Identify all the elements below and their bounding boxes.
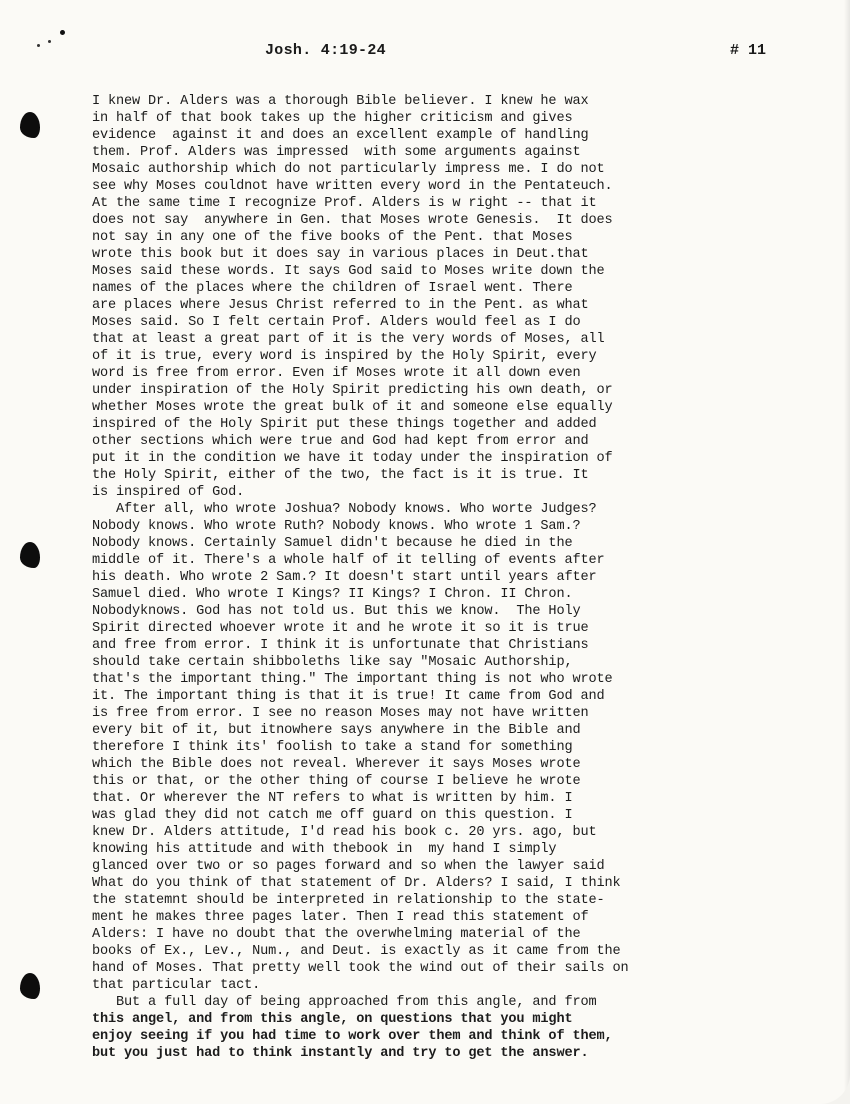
text-line: that. Or wherever the NT refers to what is written by him. I bbox=[92, 791, 573, 806]
text-line: but you just had to think instantly and try to get the answer. bbox=[92, 1046, 589, 1061]
text-line: that particular tact. bbox=[92, 978, 261, 993]
text-line: of it is true, every word is inspired by the Holy Spirit, every bbox=[92, 349, 597, 364]
punch-hole-icon bbox=[20, 112, 40, 138]
text-line: is inspired of God. bbox=[92, 485, 245, 500]
text-line: word is free from error. Even if Moses wrote it all down even bbox=[92, 366, 581, 381]
text-line: evidence against it and does an excellent example of handling bbox=[92, 128, 589, 143]
scripture-reference-heading: Josh. 4:19-24 bbox=[265, 42, 386, 59]
text-line: this angel, and from this angle, on questions that you might bbox=[92, 1012, 573, 1027]
text-line: Moses said these words. It says God said to Moses write down the bbox=[92, 264, 605, 279]
text-line: Mosaic authorship which do not particularly impress me. I do not bbox=[92, 162, 605, 177]
text-line: enjoy seeing if you had time to work over them and think of them, bbox=[92, 1029, 613, 1044]
text-line: and free from error. I think it is unfortunate that Christians bbox=[92, 638, 589, 653]
text-line: middle of it. There's a whole half of it telling of events after bbox=[92, 553, 605, 568]
text-line: Nobody knows. Certainly Samuel didn't because he died in the bbox=[92, 536, 573, 551]
text-line: I knew Dr. Alders was a thorough Bible believer. I knew he wax bbox=[92, 94, 589, 109]
text-line: knew Dr. Alders attitude, I'd read his book c. 20 yrs. ago, but bbox=[92, 825, 597, 840]
text-line: the Holy Spirit, either of the two, the fact is it is true. It bbox=[92, 468, 589, 483]
text-line: put it in the condition we have it today under the inspiration of bbox=[92, 451, 613, 466]
text-line: was glad they did not catch me off guard on this question. I bbox=[92, 808, 573, 823]
text-line: his death. Who wrote 2 Sam.? It doesn't start until years after bbox=[92, 570, 597, 585]
text-line: which the Bible does not reveal. Wherever it says Moses wrote bbox=[92, 757, 581, 772]
text-line: hand of Moses. That pretty well took the wind out of their sails on bbox=[92, 961, 629, 976]
text-line: the statemnt should be interpreted in relationship to the state- bbox=[92, 893, 605, 908]
text-line: Nobodyknows. God has not told us. But this we know. The Holy bbox=[92, 604, 581, 619]
text-line: knowing his attitude and with thebook in my hand I simply bbox=[92, 842, 557, 857]
text-line: is free from error. I see no reason Moses may not have written bbox=[92, 706, 589, 721]
text-line: names of the places where the children of Israel went. There bbox=[92, 281, 573, 296]
text-line: does not say anywhere in Gen. that Moses wrote Genesis. It does bbox=[92, 213, 613, 228]
page-edge-shadow bbox=[844, 0, 850, 1104]
page-number: # 11 bbox=[730, 42, 767, 59]
text-line: them. Prof. Alders was impressed with some arguments against bbox=[92, 145, 581, 160]
text-line: therefore I think its' foolish to take a stand for something bbox=[92, 740, 573, 755]
text-line: Spirit directed whoever wrote it and he wrote it so it is true bbox=[92, 621, 589, 636]
text-line: What do you think of that statement of Dr. Alders? I said, I think bbox=[92, 876, 621, 891]
text-line: are places where Jesus Christ referred to in the Pent. as what bbox=[92, 298, 589, 313]
text-line: should take certain shibboleths like say "Mosaic Authorship, bbox=[92, 655, 573, 670]
text-line: that's the important thing." The important thing is not who wrote bbox=[92, 672, 613, 687]
text-line: not say in any one of the five books of the Pent. that Moses bbox=[92, 230, 573, 245]
text-line: this or that, or the other thing of course I believe he wrote bbox=[92, 774, 581, 789]
text-line: other sections which were true and God had kept from error and bbox=[92, 434, 589, 449]
ink-speck bbox=[60, 30, 65, 35]
text-line: ment he makes three pages later. Then I read this statement of bbox=[92, 910, 589, 925]
text-line: Samuel died. Who wrote I Kings? II Kings? I Chron. II Chron. bbox=[92, 587, 573, 602]
text-line: Nobody knows. Who wrote Ruth? Nobody knows. Who wrote 1 Sam.? bbox=[92, 519, 581, 534]
text-line: that at least a great part of it is the very words of Moses, all bbox=[92, 332, 605, 347]
text-line: wrote this book but it does say in various places in Deut.that bbox=[92, 247, 589, 262]
text-line: But a full day of being approached from this angle, and from bbox=[92, 995, 597, 1010]
text-line: Moses said. So I felt certain Prof. Alders would feel as I do bbox=[92, 315, 581, 330]
text-line: it. The important thing is that it is true! It came from God and bbox=[92, 689, 605, 704]
text-line: At the same time I recognize Prof. Alders is w right -- that it bbox=[92, 196, 597, 211]
punch-hole-icon bbox=[20, 973, 40, 999]
text-line: whether Moses wrote the great bulk of it and someone else equally bbox=[92, 400, 613, 415]
punch-hole-icon bbox=[20, 542, 40, 568]
ink-speck bbox=[37, 44, 40, 47]
text-line: Alders: I have no doubt that the overwhelming material of the bbox=[92, 927, 581, 942]
text-line: inspired of the Holy Spirit put these things together and added bbox=[92, 417, 597, 432]
ink-speck bbox=[48, 40, 51, 43]
text-line: see why Moses couldnot have written every word in the Pentateuch. bbox=[92, 179, 613, 194]
text-line: every bit of it, but itnowhere says anywhere in the Bible and bbox=[92, 723, 581, 738]
text-line: books of Ex., Lev., Num., and Deut. is exactly as it came from the bbox=[92, 944, 621, 959]
text-line: under inspiration of the Holy Spirit predicting his own death, or bbox=[92, 383, 613, 398]
text-line: in half of that book takes up the higher criticism and gives bbox=[92, 111, 573, 126]
text-line: glanced over two or so pages forward and so when the lawyer said bbox=[92, 859, 605, 874]
text-line: After all, who wrote Joshua? Nobody knows. Who worte Judges? bbox=[92, 502, 597, 517]
typed-body-text bbox=[92, 93, 792, 1062]
